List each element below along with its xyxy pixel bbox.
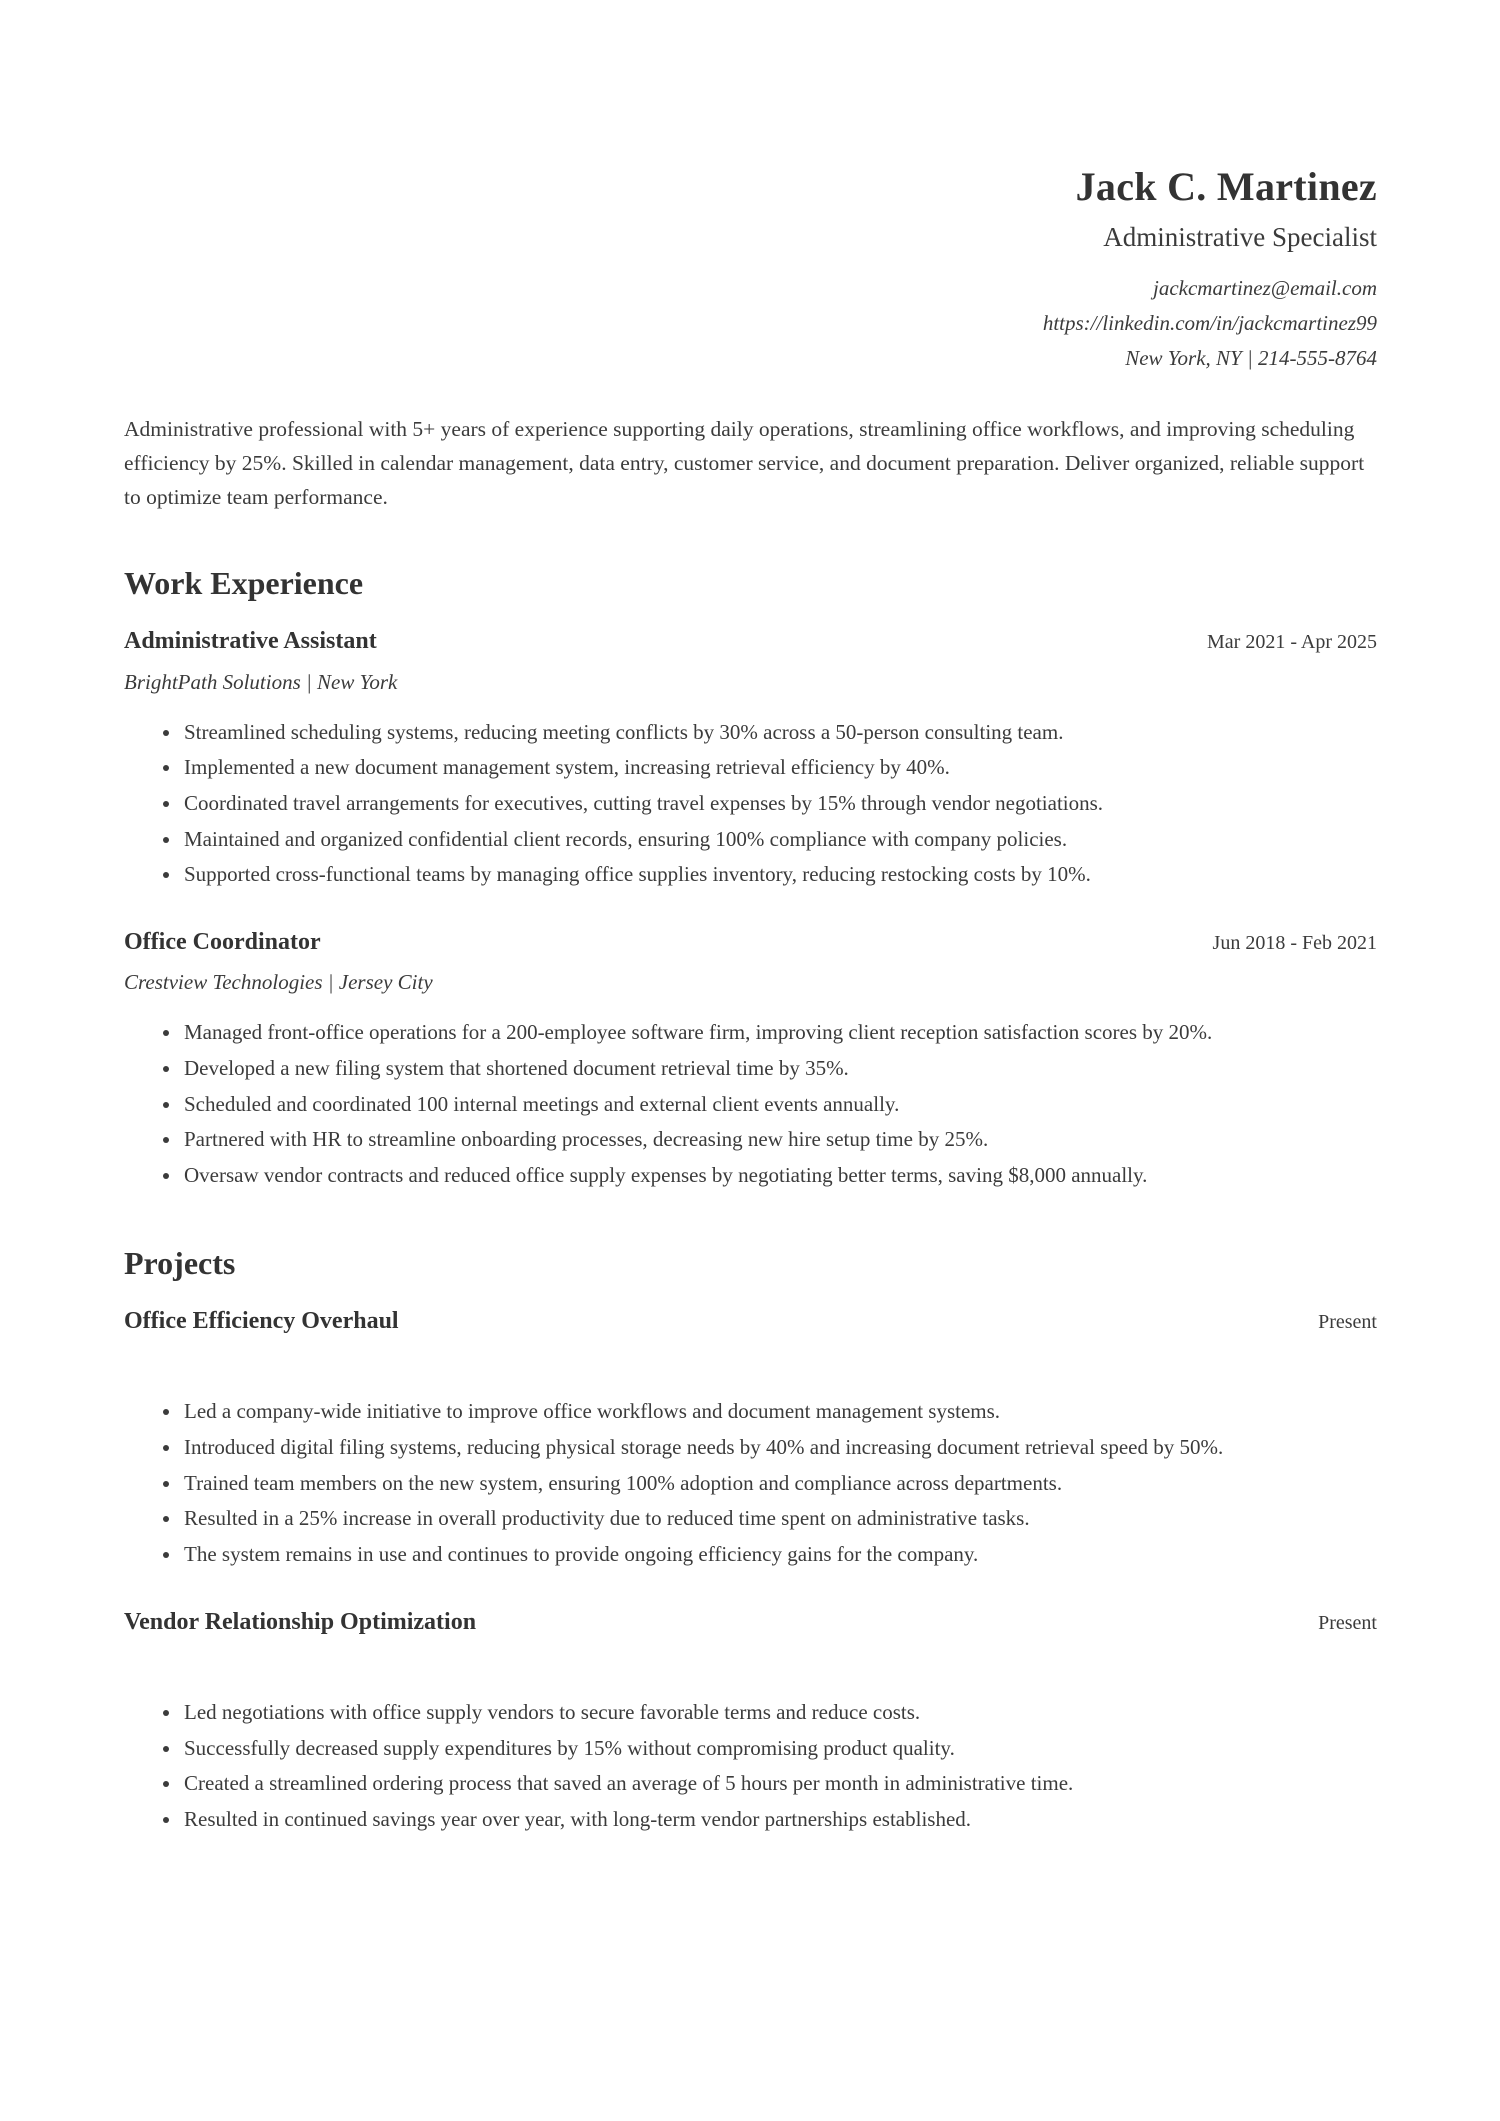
entry-bullet-list (124, 715, 1377, 893)
entry-title: Office Coordinator (124, 929, 321, 956)
bullet-item: • Developed a new filing system that shortened document retrieval time by 35%. (182, 1051, 1377, 1087)
work-entry-administrative-assistant (124, 626, 1377, 893)
entry-bullet-list (124, 1015, 1377, 1193)
entry-company-location: Crestview Technologies | Jersey City (124, 970, 433, 995)
work-experience-heading: Work Experience (124, 565, 364, 601)
entry-bullet-list (124, 1695, 1377, 1838)
bullet-item: • Trained team members on the new system, ensuring 100% adoption and compliance across departments. (182, 1466, 1377, 1502)
contact-linkedin-url: https://linkedin.com/in/jackcmartinez99 (1042, 311, 1377, 335)
bullet-item: • Led negotiations with office supply vendors to secure favorable terms and reduce costs. (182, 1695, 1377, 1731)
entry-header (124, 1607, 1377, 1638)
bullet-item: • Supported cross-functional teams by managing office supplies inventory, reducing restocking costs by 10%. (182, 857, 1377, 893)
entry-subtitle-empty (124, 1645, 1377, 1679)
entry-date: Present (1318, 1611, 1377, 1634)
project-entry-office-efficiency-overhaul (124, 1306, 1377, 1573)
bullet-item: • Scheduled and coordinated 100 internal meetings and external client events annually. (182, 1087, 1377, 1123)
bullet-item: • Partnered with HR to streamline onboarding processes, decreasing new hire setup time by 25%. (182, 1122, 1377, 1158)
bullet-item: • Maintained and organized confidential client records, ensuring 100% compliance with company policies. (182, 822, 1377, 858)
bullet-item: • Created a streamlined ordering process that saved an average of 5 hours per month in administrative time. (182, 1766, 1377, 1802)
entry-date: Present (1318, 1311, 1377, 1334)
bullet-item: • Led a company-wide initiative to improve office workflows and document management systems. (182, 1394, 1377, 1430)
entry-header (124, 1306, 1377, 1337)
section-projects (124, 1244, 1377, 1838)
entry-title: Office Efficiency Overhaul (124, 1308, 399, 1335)
resume-header (124, 164, 1377, 376)
work-entry-office-coordinator (124, 927, 1377, 1194)
entry-date: Mar 2021 - Apr 2025 (1207, 631, 1377, 654)
bullet-item: • Introduced digital filing systems, reducing physical storage needs by 40% and increasing document retrieval speed by 50%. (182, 1430, 1377, 1466)
project-entry-vendor-relationship-optimization (124, 1607, 1377, 1838)
person-name: Jack C. Martinez (1075, 164, 1377, 209)
section-work-experience (124, 564, 1377, 1194)
projects-heading: Projects (124, 1244, 236, 1281)
bullet-item: • Resulted in a 25% increase in overall productivity due to reduced time spent on administrative tasks. (182, 1501, 1377, 1537)
entry-header (124, 626, 1377, 657)
entry-title: Vendor Relationship Optimization (124, 1608, 477, 1635)
bullet-item: • Resulted in continued savings year over year, with long-term vendor partnerships established. (182, 1802, 1377, 1838)
entry-company-location: BrightPath Solutions | New York (124, 669, 398, 694)
bullet-item: • Streamlined scheduling systems, reducing meeting conflicts by 30% across a 50-person consulting team. (182, 715, 1377, 751)
bullet-item: • Managed front-office operations for a 200-employee software firm, improving client reception satisfaction scores by 20%. (182, 1015, 1377, 1051)
bullet-item: • Oversaw vendor contracts and reduced office supply expenses by negotiating better terms, saving $8,000 annually. (182, 1158, 1377, 1194)
bullet-item: • Successfully decreased supply expenditures by 15% without compromising product quality. (182, 1731, 1377, 1767)
bullet-item: • Coordinated travel arrangements for executives, cutting travel expenses by 15% through vendor negotiations. (182, 786, 1377, 822)
person-role: Administrative Specialist (1103, 222, 1377, 252)
entry-bullet-list (124, 1394, 1377, 1572)
bullet-item: • Implemented a new document management system, increasing retrieval efficiency by 40%. (182, 750, 1377, 786)
contact-location-phone: New York, NY | 214-555-8764 (1125, 346, 1377, 370)
bullet-item: • The system remains in use and continues to provide ongoing efficiency gains for the company. (182, 1537, 1377, 1573)
entry-title: Administrative Assistant (124, 628, 377, 655)
summary-text: Administrative professional with 5+ years of experience supporting daily operations, streamlining office workflows, and improving scheduling efficiency by 25%. Skilled in calendar management, data entry, customer service, and document preparation. Deliver organized, reliable support to optimize team performance. (124, 417, 1365, 509)
entry-date: Jun 2018 - Feb 2021 (1212, 932, 1377, 955)
entry-header (124, 927, 1377, 958)
contact-email: jackcmartinez@email.com (1152, 276, 1377, 300)
contact-block (124, 271, 1377, 376)
entry-subtitle-empty (124, 1344, 1377, 1378)
